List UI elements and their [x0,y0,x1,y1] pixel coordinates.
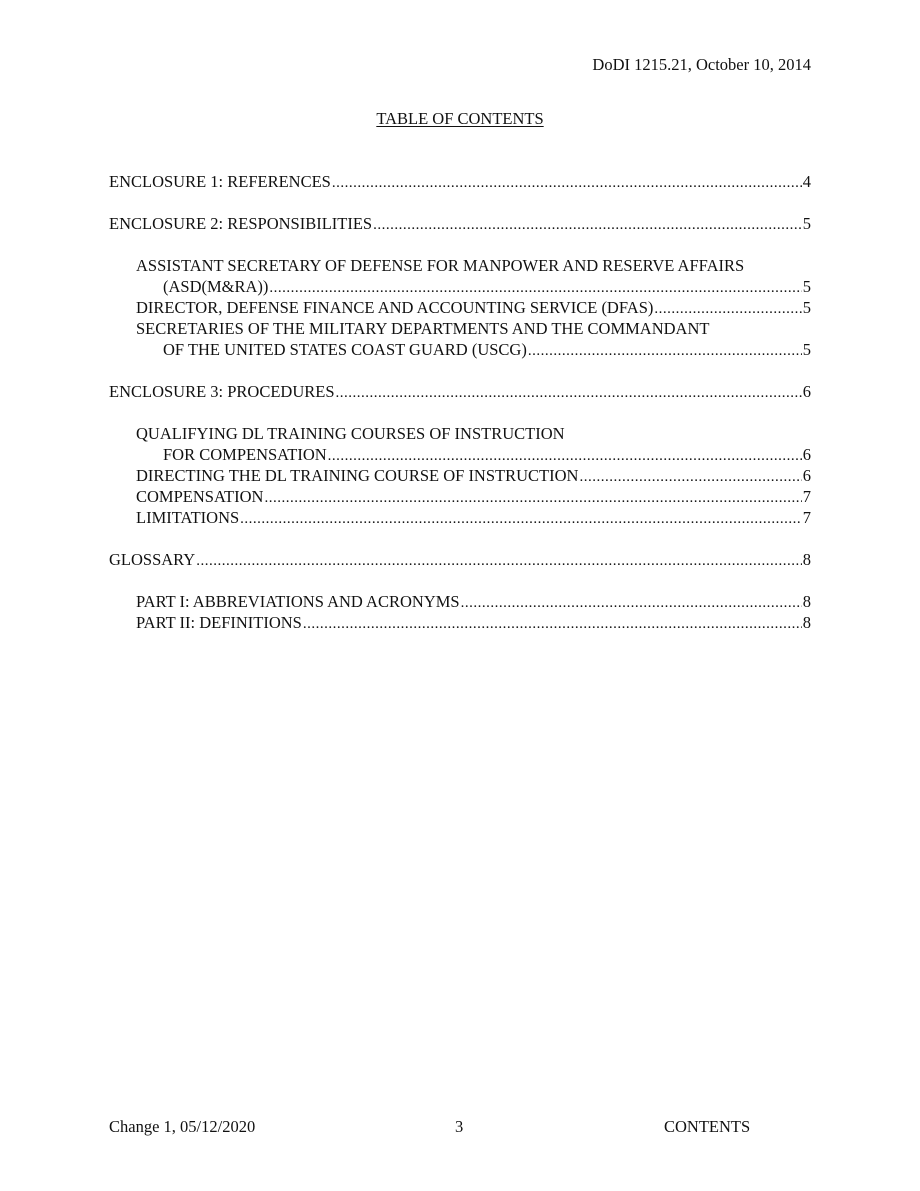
dot-leader [303,614,802,635]
toc-entry-page: 5 [802,214,811,233]
toc-entry-asd[interactable] [109,255,811,276]
footer-section: CONTENTS [664,1117,751,1136]
toc-entry-page: 7 [802,508,811,527]
toc-entry-page: 6 [802,466,811,485]
toc-entry-page: 4 [802,172,811,191]
toc-entry-page: 7 [802,487,811,506]
toc-entry-label: PART I: ABBREVIATIONS AND ACRONYMS [136,592,460,611]
toc-entry-part-2[interactable] [109,612,811,633]
toc-entry-dfas[interactable] [109,297,811,318]
dot-leader [579,467,801,488]
toc-entry-page: 5 [802,298,811,317]
toc-entry-enclosure-3[interactable] [109,381,811,402]
toc-entry-enclosure-2[interactable] [109,213,811,234]
toc-entry-label: ASSISTANT SECRETARY OF DEFENSE FOR MANPOWER AND RESERVE AFFAIRS [136,256,745,275]
toc-entry-label: ENCLOSURE 3: PROCEDURES [109,382,335,401]
toc-entry-label: GLOSSARY [109,550,196,569]
document-header: DoDI 1215.21, October 10, 2014 [592,55,811,74]
toc-entry-secretaries[interactable] [109,318,811,339]
toc-entry-label: (ASD(M&RA)) [163,277,269,296]
dot-leader [654,299,801,320]
dot-leader [528,341,802,362]
toc-entry-glossary[interactable] [109,549,811,570]
toc-entry-label: OF THE UNITED STATES COAST GUARD (USCG) [163,340,527,359]
toc-entry-directing[interactable] [109,465,811,486]
dot-leader [373,215,802,236]
dot-leader [332,173,802,194]
toc-entry-limitations[interactable] [109,507,811,528]
toc-entry-asd-continued[interactable] [109,276,811,297]
toc-entry-page: 8 [802,592,811,611]
toc-title-container [0,109,920,129]
toc-entry-label: PART II: DEFINITIONS [136,613,302,632]
toc-entry-page: 8 [802,613,811,632]
toc-entry-page: 5 [802,277,811,296]
toc-entry-qualifying[interactable] [109,423,811,444]
dot-leader [461,593,802,614]
toc-entry-enclosure-1[interactable] [109,171,811,192]
dot-leader [240,509,802,530]
toc-entry-secretaries-continued[interactable] [109,339,811,360]
toc-entry-label: ENCLOSURE 2: RESPONSIBILITIES [109,214,373,233]
toc-entry-page: 6 [802,382,811,401]
toc-entry-label: SECRETARIES OF THE MILITARY DEPARTMENTS AND THE COMMANDANT [136,319,710,338]
table-of-contents [109,171,811,633]
toc-entry-label: COMPENSATION [136,487,264,506]
toc-entry-label: ENCLOSURE 1: REFERENCES [109,172,331,191]
toc-entry-page: 6 [802,445,811,464]
dot-leader [264,488,801,509]
toc-entry-label: DIRECTOR, DEFENSE FINANCE AND ACCOUNTING SERVICE (DFAS) [136,298,654,317]
toc-entry-page: 8 [802,550,811,569]
dot-leader [336,383,802,404]
footer-change: Change 1, 05/12/2020 [109,1117,256,1136]
toc-entry-compensation[interactable] [109,486,811,507]
dot-leader [328,446,802,467]
dot-leader [269,278,801,299]
toc-entry-part-1[interactable] [109,591,811,612]
footer-page-number: 3 [455,1117,464,1136]
toc-entry-label: FOR COMPENSATION [163,445,327,464]
toc-entry-label: DIRECTING THE DL TRAINING COURSE OF INSTRUCTION [136,466,579,485]
dot-leader [196,551,802,572]
toc-entry-qualifying-continued[interactable] [109,444,811,465]
toc-entry-label: QUALIFYING DL TRAINING COURSES OF INSTRUCTION [136,424,565,443]
toc-entry-label: LIMITATIONS [136,508,240,527]
page-title: TABLE OF CONTENTS [376,109,544,128]
toc-entry-page: 5 [802,340,811,359]
